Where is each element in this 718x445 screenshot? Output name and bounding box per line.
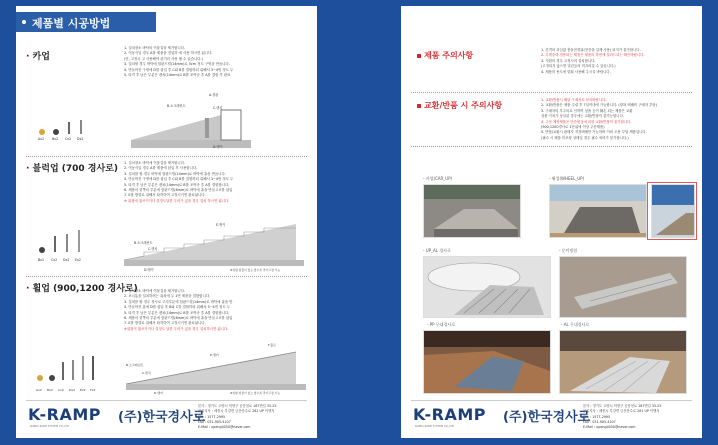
label-d: D.앵커	[154, 391, 164, 395]
note: 1. 설치장소 바닥의 이물질을 제거합니다.	[124, 46, 186, 50]
block-up-notes	[124, 161, 309, 204]
exchange-title-text: 교환/반품 시 주의사항	[424, 101, 503, 110]
note: 5. 타격 후 남은 부분은 렌치(14mm)로 B를 조여준 후 A를 결합 후 완료	[124, 73, 231, 78]
note: 5. 반품/교환시 판매자 지정택배만 가능하며 이외 오용 부담 제품입니다.	[541, 130, 647, 135]
part-label-d: Dx2	[77, 137, 84, 141]
brand-subtitle: KOREA RAMP SYSTEM CO.,LTD	[415, 425, 454, 428]
part-label-c: Cx2	[65, 137, 72, 141]
note: 5. 타격 후 남은 부분은 렌치(14mm)로 B를 조여준 후 A를 결합합니다.	[124, 182, 230, 187]
right-footer	[411, 400, 692, 433]
note: (고정되지 않으면 밀린들의 미끄러질 수 있습니다.)	[541, 64, 616, 69]
photo-caption: - PP 무대경사로	[427, 322, 456, 327]
label-c: C.렌치	[142, 371, 151, 375]
figure-caption: #위험 힘물이 있는 할수록 추가고정 가능	[230, 268, 281, 272]
note: 6. 제품의 한쪽의 부분에 험판드릴(6mm)로 바닥에 홀을 만들고 E를 삽입	[124, 316, 233, 321]
exchange-title	[417, 100, 502, 111]
ground-shape	[131, 140, 251, 148]
contact-address: 본사 : 경기도 고양시 덕양구 공릉천로 187번길 35-25	[583, 404, 662, 408]
note: 2. 코너통을 설치하려는 위치에 두 1번 제품을 결합합니다.	[124, 294, 211, 299]
contact-email: E-Mail : upeng4050@naver.com	[583, 425, 636, 430]
note: 2. 무게중력 경용되는 제품은 제품의 하면에 설러드되는 확인바랍니다.	[541, 53, 645, 58]
contact-tel: TEL : 1577-2995	[583, 414, 611, 419]
photo-caption: - 휠업(WHEEL_UP)	[549, 176, 585, 181]
note: 7. E볼 방향로 위해서 타격하여 고정시키면 완료됩니다.	[124, 193, 206, 198]
label-d: D.앵커	[213, 145, 223, 149]
contact-block	[198, 404, 276, 430]
figure-caption: #위험 힘물이 있는 할수록 추가고정 가능	[230, 391, 281, 395]
part-label: Fx2	[90, 388, 96, 392]
note: 3. 설치할 경우 바닥에 험판드릴(14mm)로 5cm 정도 구멍을 만듭니다.	[124, 62, 230, 67]
note: (900,1200경사로 1단위에 이상 주문제품)	[541, 125, 605, 130]
note: 6. 제품의 한쪽의 부분에 험판드릴(6mm)로 바닥에 홀을 만들고 E를 삽입	[124, 188, 233, 193]
warning-note: ※ 위험에 휩쓰거거나 설정도달한 우려가 있을 경우 설치 하시면 됩니다.	[124, 198, 230, 203]
label-e: E.앵커	[210, 353, 219, 357]
contact-branch: 물류지사 : 세종시 부강면 금산산수로 281 UP 이엔지	[198, 409, 275, 414]
car-up-figure	[34, 86, 130, 142]
part-label: Bx2	[47, 388, 53, 392]
divider	[26, 276, 307, 277]
divider	[411, 146, 692, 147]
wheel-up-notes	[124, 289, 309, 332]
header-bullet	[22, 20, 26, 24]
car-up-diagram	[131, 90, 251, 152]
part-label: Dx2	[69, 388, 75, 392]
note: (단, 고정시 고 사용해야 된거리 사용 될 수 있습니다.)	[124, 56, 203, 61]
left-page	[16, 6, 317, 438]
left-footer	[26, 400, 307, 433]
red-square-icon	[417, 104, 421, 108]
note: 7. E볼 방향로 위해서 타격하여 고정시키면 완료됩니다.	[124, 321, 206, 326]
note: 1. 교환/반품시 배달 구매처로 문의바랍니다.	[541, 98, 607, 102]
divider	[411, 92, 692, 93]
part-label: Dx2	[63, 258, 70, 262]
label-e: E.앵커	[216, 223, 226, 227]
label-d: D.앵커	[144, 268, 154, 272]
red-square-icon	[417, 54, 421, 58]
part-label-a: Ax2	[38, 137, 45, 141]
photo-car-up	[423, 184, 521, 238]
label-c: C.렌치	[148, 247, 158, 251]
note: 1. 설치장소 바닥에 이물질을 제거합니다.	[124, 289, 186, 293]
photo-caption: - 문턱방침	[559, 248, 578, 253]
photo-caption: - 카업(CAR_UP)	[423, 176, 453, 181]
right-page	[401, 6, 702, 438]
note: 상품 가치가 상실된 경우에는 교환/반품이 불가능합니다.	[541, 114, 624, 119]
note: 2. 교환/반품은 제품 수령 후 7일이내에 가능합니다. (왕복 택배비 구매자 부담)	[541, 103, 658, 108]
brand-subtitle: KOREA RAMP SYSTEM CO.,LTD	[30, 425, 69, 428]
label-f: F.홀로	[268, 343, 276, 347]
note: 4. 만들어진 구멍에 D를 삽입 후 C와 B를 결합하되 위해서 3~4번 정도 두	[124, 67, 234, 72]
step-shape	[221, 110, 241, 140]
part-label-b: Bx2	[52, 137, 59, 141]
ground-shape	[124, 260, 304, 266]
note: 1. 설치장소 바닥에 이물질을 제거합니다.	[124, 161, 186, 165]
company-name: (주)한국경사로	[118, 410, 206, 425]
part-label: Cx2	[58, 388, 64, 392]
photo-wheel-up	[549, 184, 647, 238]
section-block-up-title: · 블럭업 (700 경사로)	[26, 164, 118, 174]
note: 4. 주문 제작제품은 단순변심에 의한 교환/반품이 불가합니다.	[541, 119, 632, 124]
caution-title	[417, 50, 473, 61]
block-up-figure	[34, 216, 314, 274]
photo-caption: - AL 무대경사로	[561, 322, 590, 327]
brand-logo: K-RAMP	[28, 405, 101, 424]
anchor-bolt	[205, 118, 209, 138]
label-a: A.경판	[209, 93, 219, 97]
photo-up-al	[423, 256, 551, 318]
part-label: Bx2	[38, 258, 45, 262]
contact-fax: FAX : 031-905-4107	[198, 419, 231, 424]
contact-block	[583, 404, 661, 430]
note: (필수 시 제품 미포장 상태일 경우 필수 외비가 불가합니다.)	[541, 135, 629, 140]
photo-threshold	[559, 256, 687, 318]
part-label: Cx2	[51, 258, 58, 262]
caution-notes	[541, 48, 696, 75]
label-b: B.소크레펀트	[167, 104, 186, 108]
note: 4. 만들어진 홈에 D를 삽입 후 B와 C를 결합하되 위해서 3~4번 정도 두	[124, 305, 230, 310]
section-wheel-up-title: · 휠업 (900,1200 경사로)	[26, 284, 138, 294]
note: 3. 설치를 할 경우 바닥에 험판드릴(14mm)로 바닥에 홀을 만듭니다.	[124, 171, 226, 176]
part-label: Ex2	[75, 258, 81, 262]
part-label: Ex2	[80, 388, 86, 392]
divider	[26, 156, 307, 157]
parts-row	[39, 230, 80, 253]
label-c: C.렌치	[213, 106, 223, 110]
warning-note: ※위험이 휩쓰거거나 설정도 달한 우려가 있을 경우 설치하시면 됩니다.	[124, 326, 229, 331]
label-b: B.소크레펀트	[134, 241, 153, 245]
part-label: Ax2	[36, 388, 42, 392]
note: 4. 만들어진 구멍에 D를 삽입 후 C와 B를 결합하되 위해서 3~4번 정도 두	[124, 177, 234, 182]
wheel-up-figure	[34, 338, 314, 396]
car-up-notes	[124, 46, 309, 78]
exchange-notes	[541, 98, 699, 141]
note: 2. 이동식일 경우 A볼 제품을 경업하 에 사용 하시면 됩니다.	[124, 51, 213, 56]
highlight-frame	[647, 182, 697, 240]
note: 5. 타격 후 남은 부분은 렌치(14mm)로 B를 조여준 후 A를 결합합니다.	[124, 310, 230, 315]
note: 1. 간격의 과심없 충돌현경위(현층을 설계 사용) 되지가 불가합니다.	[541, 48, 641, 52]
contact-tel: TEL : 1577-2995	[198, 414, 226, 419]
contact-email: E-Mail : upeng4050@naver.com	[198, 425, 251, 430]
left-header-title: 제품별 시공방법	[32, 17, 111, 30]
company-name: (주)한국경사로	[503, 410, 591, 425]
note: 3. 지원의 경우 고정시켜 설치합니다.	[541, 58, 596, 63]
contact-address: 본사 : 경기도 고양시 덕양구 공릉천로 187번길 35-25	[198, 404, 277, 408]
photo-caption: - UP_AL 경사로	[423, 248, 451, 253]
section-car-up-title: · 카업	[26, 52, 50, 62]
caution-title-text: 제품 주의사항	[424, 51, 474, 60]
note: 3. 구매자의 부주의로 인하여 상품 등이 훼손 되는 제품은 교환	[541, 108, 633, 113]
brand-logo: K-RAMP	[413, 405, 486, 424]
note: 2. 이동식일 경우 A를 제품에 삽입 후 사용합니다.	[124, 166, 198, 171]
contact-fax: FAX : 031-905-4107	[583, 419, 616, 424]
photo-pp-stage	[423, 330, 551, 394]
ground-shape	[126, 384, 306, 390]
photo-al-stage	[559, 330, 687, 394]
contact-branch: 물류지사 : 세종시 부강면 금산산수로 281 UP 이엔지	[583, 409, 660, 414]
note: 3. 설치를 할 경우 경사로 고지부분에 험판드릴(14mm)로 바닥에 홀을 만	[124, 299, 233, 304]
left-header	[16, 12, 156, 32]
label-b: B.소크레펀트	[126, 363, 144, 367]
parts-row	[39, 120, 82, 135]
parts-row	[37, 356, 94, 381]
note: 4. 제품의 용도에 맞춰 사용해 주시길 바랍니다.	[541, 69, 611, 74]
